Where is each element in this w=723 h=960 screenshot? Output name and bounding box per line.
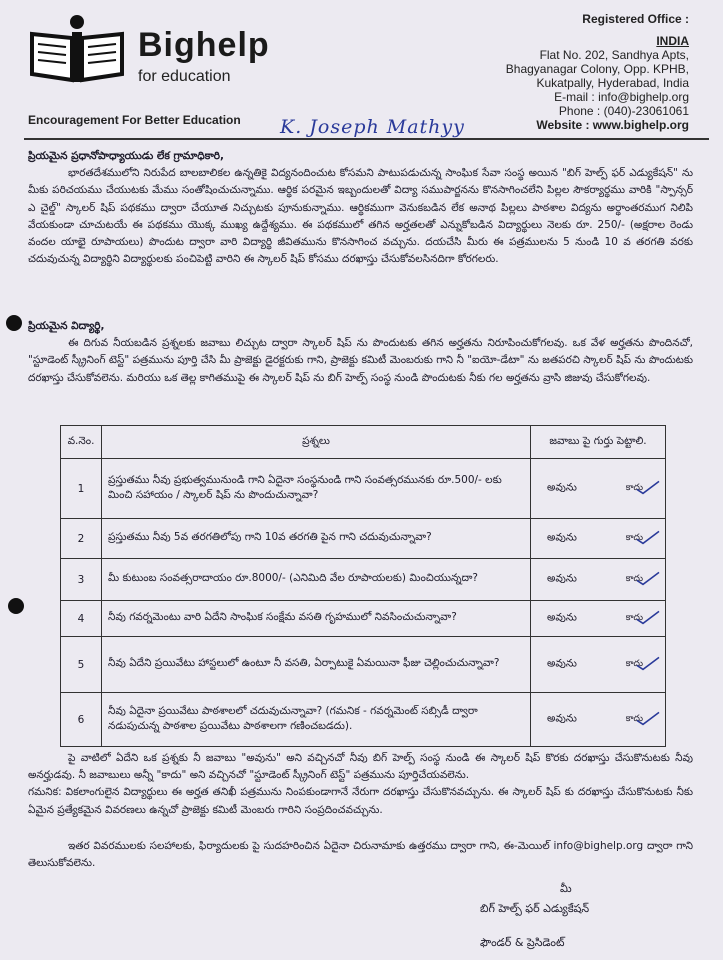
row-number: 1 xyxy=(61,459,102,519)
contact-paragraph: ఇతర వివరములకు సలహాలకు, ఫిర్యాదులకు పై సుదహరించిన ఏదైనా చిరునామాకు ఉత్తరము ద్వారా గాని, ఈ-మెయిల్ info@bighelp.org ద్వారా గాని తెలుసుకోవలెను. xyxy=(28,840,693,870)
answer-cell[interactable] xyxy=(531,601,666,637)
no-option[interactable]: కాదు xyxy=(625,573,643,584)
brand-subtitle: for education xyxy=(138,68,231,85)
bighelp-logo xyxy=(28,6,278,106)
yes-option[interactable]: అవును xyxy=(547,531,577,543)
yes-option[interactable]: అవును xyxy=(547,572,577,584)
question-text: నీవు గవర్నమెంటు వారి ఏదేని సాంఘిక సంక్షేమ వసతి గృహములో నివసించుచున్నావా? xyxy=(102,601,531,637)
table-row xyxy=(61,559,666,601)
check-mark-icon xyxy=(635,710,661,726)
table-row xyxy=(61,637,666,693)
header-questions: ప్రశ్నలు xyxy=(102,426,531,459)
question-text: నీవు ఏదైనా ప్రయివేటు పాఠశాలలో చదువుచున్నావా? (గమనిక - గవర్నమెంట్ సబ్సిడీ ద్వారా నడుపుచున్న పాఠశాల ప్రయివేటు పాఠశాలగా గణించబడదు). xyxy=(102,693,531,747)
brand-name: Bighelp xyxy=(138,26,270,64)
intro-paragraph: భారతదేశములోని నిరుపేద బాలబాలికల ఉన్నతికై విద్యనందించుట కోసమని పాటుపడుచున్న సాంఘిక సేవా సంస్థ అయిన "బిగ్ హెల్ప్ ఫర్ ఎడ్యుకేషన్" ను మీకు పరిచయము చేయుటకు మేము సంతోషించుచున్నాము. ఆర్థిక పరమైన ఇబ్బందులతో విద్యా సముపార్జనను కొనసాగించలేని పిల్లల సౌకర్యార్థము వారికి "స్పాన్సర్ ఎ చైల్డ్" స్కాలర్ షిప్ పథకము ద్వారా చేయూత నిచ్చుటకు పూనుకున్నాము. ఆర్థికముగా వెనుకబడిన లేక అనాథ పిల్లలు పాఠశాల విద్యను అర్థాంతరముగ నిలిపి వేయకుండా చూచుటయే ఈ పథకము యొక్క ముఖ్య ఉద్దేశ్యము. ఈ పథకములో తగిన అర్హతలతో ఎన్నుకోబడిన విద్యార్థులు నెలకు రూ. 250/- (అక్షరాల రెండు వందల యాభై రూపాయలు) పొందుట ద్వారా వారి విద్యార్థి జీవితమును కొనసాగించ వచ్చును. దయచేసి మీరు ఈ పత్రములను 5 నుండి 10 వ తరగతి వరకు చదువుచున్న విద్యార్థిని విద్యార్థులకు పంచిపెట్టి వారిని ఈ స్కాలర్ షిప్ కోసము దరఖాస్తు చేసుకోవలసినదిగా కోరగలరు. xyxy=(28,167,693,266)
table-row xyxy=(61,601,666,637)
yes-option[interactable]: అవును xyxy=(547,481,577,493)
office-email: E-mail : info@bighelp.org xyxy=(554,90,689,104)
row-number: 3 xyxy=(61,559,102,601)
student-intro xyxy=(28,318,693,387)
registered-office xyxy=(449,12,689,132)
answer-cell[interactable] xyxy=(531,693,666,747)
check-mark-icon xyxy=(635,570,661,586)
question-text: నీవు ఏదేని ప్రయివేటు హాస్టలులో ఉంటూ నీ వసతి, ఏర్పాటుకై ఏమయినా ఫీజు చెల్లించుచున్నావా? xyxy=(102,637,531,693)
no-option[interactable]: కాదు xyxy=(625,658,643,669)
check-mark-icon xyxy=(635,529,661,545)
signature-organization: బిగ్ హెల్ప్ ఫర్ ఎడ్యుకేషన్ xyxy=(480,902,590,915)
check-mark-icon xyxy=(635,655,661,671)
question-text: ప్రస్తుతము నీవు 5వ తరగతిలోపు గాని 10వ తరగతి పైన గాని చదువుచున్నావా? xyxy=(102,519,531,559)
yes-option[interactable]: అవును xyxy=(547,712,577,724)
check-mark-icon xyxy=(635,479,661,495)
eligibility-instruction: పై వాటిలో ఏదేని ఒక ప్రశ్నకు నీ జవాబు "అవును" అని వచ్చినచో నీవు బిగ్ హెల్ప్ సంస్థ నుండి ఈ స్కాలర్ షిప్ కొరకు దరఖాస్తు చేసుకొనుటకు నీవు అనర్హుడవు. నీ జవాబులు అన్నీ "కాదు" అని వచ్చినచో "స్టూడెంట్ స్క్రీనింగ్ టెస్ట్" పత్రమును పూర్తిచేయవలెను. xyxy=(28,752,693,782)
eligibility-table xyxy=(60,425,666,747)
table-row xyxy=(61,519,666,559)
handwritten-name: K. Joseph Mathyy xyxy=(280,116,465,138)
header-divider xyxy=(24,138,709,140)
question-text: ప్రస్తుతము నీవు ప్రభుత్వమునుండి గాని ఏదైనా సంస్థనుండి గాని సంవత్సరమునకు రూ.500/- లకు మించి సహాయం / స్కాలర్ షిప్ ను పొందుచున్నావా? xyxy=(102,459,531,519)
answer-cell[interactable] xyxy=(531,459,666,519)
header-serial: వ.నెం. xyxy=(61,426,102,459)
yes-option[interactable]: అవును xyxy=(547,657,577,669)
office-country: INDIA xyxy=(656,34,689,48)
student-paragraph: ఈ దిగువ నీయబడిన ప్రశ్నలకు జవాబు లిచ్చుట ద్వారా స్కాలర్ షిప్ ను పొందుటకు తగిన అర్హతను నిరూపించుకోగలవు. ఒక వేళ అర్హతను పొందినచో, "స్టూడెంట్ స్క్రీనింగ్ టెస్ట్" పత్రమును పూర్తి చేసి మీ ప్రాజెక్టు డైరక్టరుకు గాని, ప్రాజెక్టు కమిటీ మెంబరుకు గాని నీ "ఐయో-డేటా" ను జతపరచి స్కాలర్ షిప్ ను పొందుటకు దరఖాస్తు చేసుకోవలెను. మరియు ఒక తెల్ల కాగితముపై ఈ స్కాలర్ షిప్ ను బిగ్ హెల్ప్ సంస్థ నుండి పొందుటకు నీకు గల అర్హతను వ్రాసి జిజువు చేసుకోగలవు. xyxy=(28,337,693,384)
open-book-icon xyxy=(28,14,126,86)
tagline: Encouragement For Better Education xyxy=(28,113,241,127)
office-address-line: Flat No. 202, Sandhya Apts, xyxy=(539,48,689,62)
office-phone: Phone : (040)-23061061 xyxy=(558,104,689,118)
answer-cell[interactable] xyxy=(531,519,666,559)
office-website: Website : www.bighelp.org xyxy=(536,118,689,132)
office-address-line: Kukatpally, Hyderabad, India xyxy=(536,76,689,90)
header-answer: జవాబు పై గుర్తు పెట్టాలి. xyxy=(531,426,666,459)
note-paragraph: గమనిక: వికలాంగులైన విద్యార్థులు ఈ అర్హత తనిఖీ పత్రమును నింపకుండాగానే నేరుగా దరఖాస్తు చేసుకొనవచ్చును. ఈ స్కాలర్ షిప్ కు దరఖాస్తు చేసుకొనుటకు నీకు ఏమైన ప్రత్యేకమైన వివరణలు ఉన్నచో ప్రాజెక్టు కమిటీ మెంబరు గారిని సంప్రదించవచ్చును. xyxy=(28,786,693,816)
no-option[interactable]: కాదు xyxy=(625,482,643,493)
salutation-student: ప్రియమైన విద్యార్థి, xyxy=(28,320,105,332)
no-option[interactable]: కాదు xyxy=(625,713,643,724)
punch-hole xyxy=(8,598,24,614)
punch-hole xyxy=(6,315,22,331)
table-row xyxy=(61,459,666,519)
question-text: మీ కుటుంబ సంవత్సరాదాయం రూ.8000/- (ఎనిమిది వేల రూపాయలకు) మించియున్నదా? xyxy=(102,559,531,601)
letter-intro xyxy=(28,148,693,268)
no-option[interactable]: కాదు xyxy=(625,532,643,543)
check-mark-icon xyxy=(635,609,661,625)
row-number: 4 xyxy=(61,601,102,637)
office-address-line: Bhagyanagar Colony, Opp. KPHB, xyxy=(505,62,689,76)
row-number: 5 xyxy=(61,637,102,693)
table-header-row xyxy=(61,426,666,459)
row-number: 2 xyxy=(61,519,102,559)
no-option[interactable]: కాదు xyxy=(625,612,643,623)
yes-option[interactable]: అవును xyxy=(547,611,577,623)
answer-cell[interactable] xyxy=(531,637,666,693)
eligibility-notes xyxy=(28,750,693,819)
table-row xyxy=(61,693,666,747)
row-number: 6 xyxy=(61,693,102,747)
signature-title: ఫౌండర్ & ప్రెసిడెంట్ xyxy=(480,936,565,949)
signature-closing: మీ xyxy=(560,882,572,895)
salutation-principal: ప్రియమైన ప్రధానోపాధ్యాయుడు లేక గ్రామాధికారి, xyxy=(28,150,225,162)
answer-cell[interactable] xyxy=(531,559,666,601)
office-title: Registered Office : xyxy=(582,12,689,26)
